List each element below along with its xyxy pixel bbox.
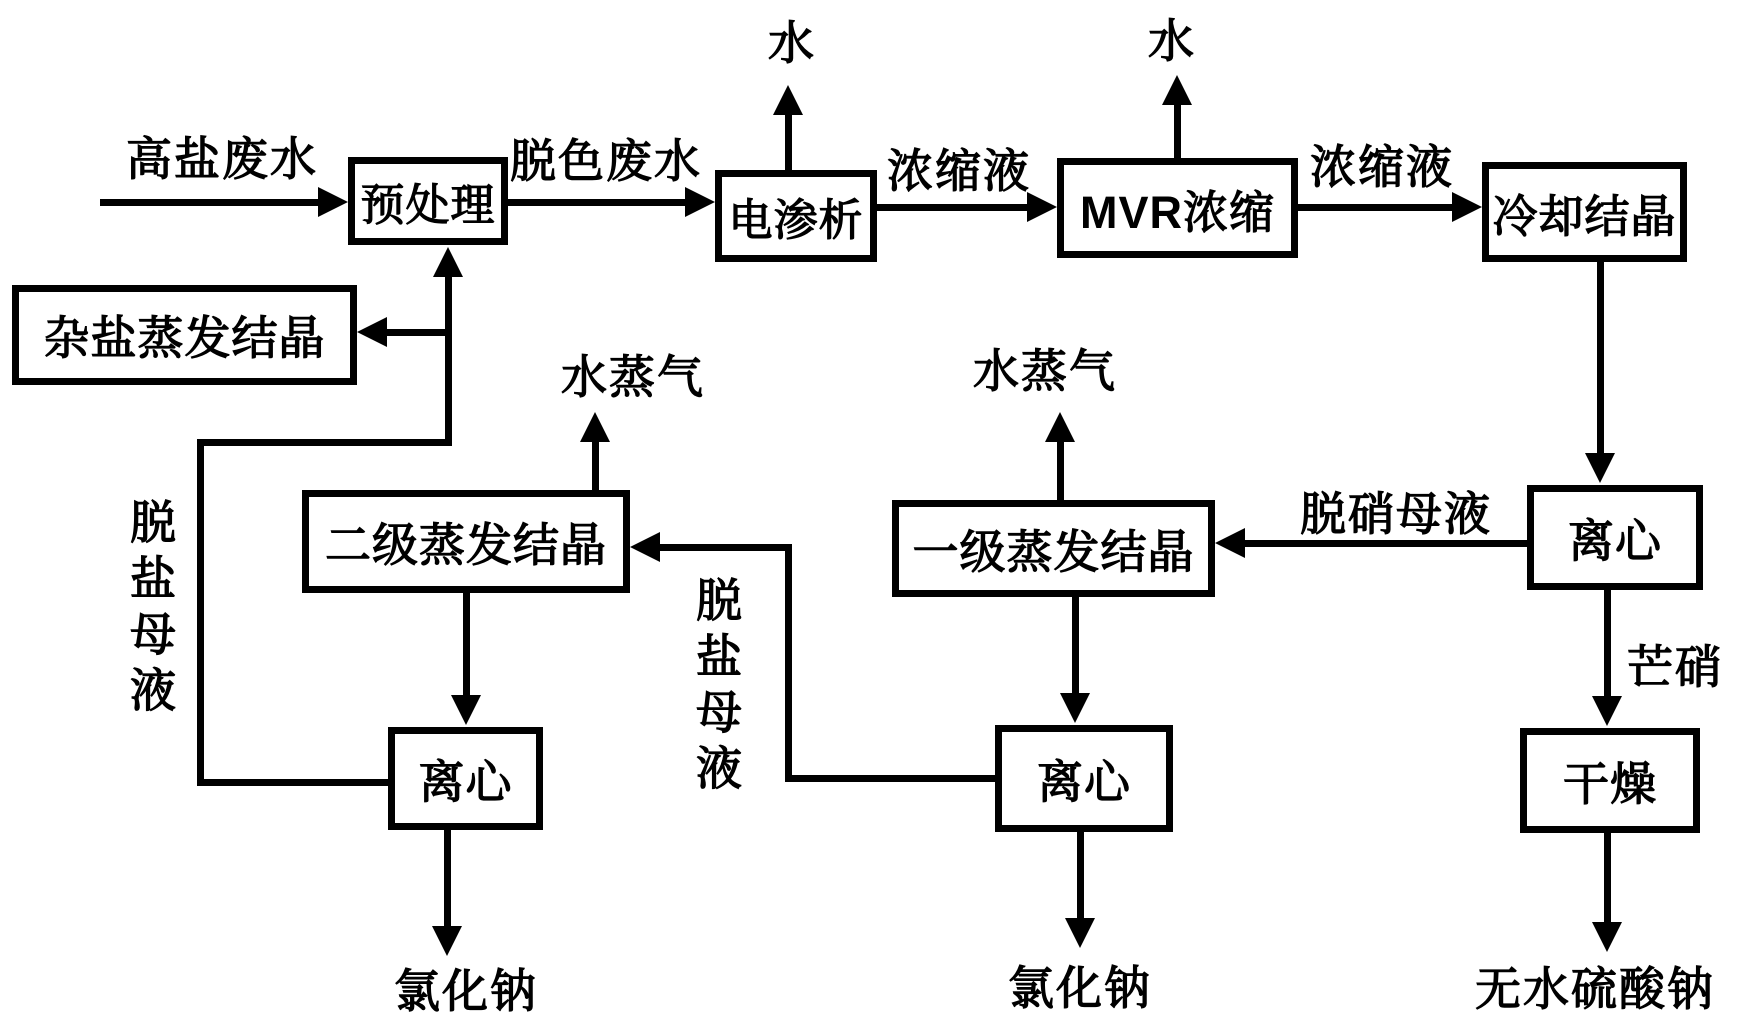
arrowhead-into-primary-evaporation	[1215, 528, 1245, 558]
flow-line-secondary-centrifuge	[463, 593, 470, 699]
loop-line-left-bottom	[197, 779, 388, 786]
node-centrifuge-right: 离心	[1527, 485, 1703, 590]
arrowhead-into-pretreatment	[318, 187, 348, 217]
arrowhead-sodium-chloride-middle	[1065, 918, 1095, 948]
label-sodium-chloride-middle: 氯化钠	[1008, 962, 1152, 1014]
arrowhead-water-electrodialysis	[773, 85, 803, 115]
label-feed-stream: 高盐废水	[126, 133, 318, 185]
arrowhead-into-mvr	[1027, 192, 1057, 222]
arrowhead-sodium-sulfate-output	[1592, 922, 1622, 952]
flow-line-feed	[100, 199, 318, 206]
arrowhead-into-centrifuge-right	[1585, 453, 1615, 483]
label-anhydrous-sodium-sulfate: 无水硫酸钠	[1475, 963, 1715, 1015]
arrowhead-into-cooling	[1452, 192, 1482, 222]
node-mvr-concentration: MVR浓缩	[1057, 158, 1298, 258]
node-centrifuge-left: 离心	[388, 727, 543, 830]
flow-line-mvr-water	[1174, 102, 1181, 158]
arrowhead-steam-left	[580, 412, 610, 442]
arrowhead-sodium-chloride-left	[432, 926, 462, 956]
node-primary-evaporation: 一级蒸发结晶	[892, 500, 1215, 597]
label-steam-right: 水蒸气	[973, 345, 1117, 397]
flow-line-mvr-cooling	[1298, 204, 1452, 211]
node-electrodialysis: 电渗析	[715, 170, 877, 262]
loop-line-left-vertical	[197, 439, 204, 786]
flow-line-pretreatment-electrodialysis	[508, 199, 685, 206]
label-water-mvr: 水	[1148, 15, 1196, 67]
label-concentrate-2: 浓缩液	[1310, 141, 1454, 193]
label-decolorized-wastewater: 脱色废水	[510, 135, 702, 187]
flow-line-electrodialysis-water	[785, 112, 792, 170]
branch-line-to-mixed-salt	[387, 329, 448, 336]
node-pretreatment: 预处理	[348, 157, 508, 245]
label-sodium-chloride-left: 氯化钠	[394, 965, 538, 1017]
label-steam-left: 水蒸气	[561, 351, 705, 403]
node-drying: 干燥	[1520, 728, 1700, 833]
flow-line-centrifuge-mid-output	[1077, 832, 1084, 922]
node-secondary-evaporation: 二级蒸发结晶	[302, 490, 630, 593]
arrowhead-water-mvr	[1162, 75, 1192, 105]
label-water-electrodialysis: 水	[768, 17, 816, 69]
label-desalted-mother-liquor-left: 脱盐母液	[124, 498, 176, 722]
node-centrifuge-middle: 离心	[995, 725, 1173, 832]
arrowhead-steam-right	[1045, 412, 1075, 442]
label-mirabilite: 芒硝	[1627, 641, 1723, 693]
arrowhead-into-drying	[1592, 696, 1622, 726]
arrowhead-into-centrifuge-middle	[1060, 693, 1090, 723]
flow-line-primary-centrifuge	[1072, 597, 1079, 697]
arrowhead-into-pretreatment-bottom	[433, 247, 463, 277]
label-desalted-mother-liquor-middle: 脱盐母液	[690, 576, 742, 800]
flow-line-cooling-centrifuge	[1597, 262, 1604, 457]
loop-line-mid-bottom	[785, 775, 995, 782]
node-cooling-crystallization: 冷却结晶	[1482, 162, 1687, 262]
arrowhead-into-secondary-evaporation	[630, 532, 660, 562]
arrowhead-into-electrodialysis	[685, 187, 715, 217]
flow-line-centrifuge-left-output	[444, 830, 451, 930]
label-concentrate-1: 浓缩液	[887, 145, 1031, 197]
arrowhead-into-mixed-salt	[357, 317, 387, 347]
arrowhead-into-centrifuge-left	[451, 695, 481, 725]
flow-line-centrifuge-drying	[1604, 590, 1611, 700]
label-denitration-mother-liquor: 脱硝母液	[1300, 488, 1492, 540]
flow-line-primary-steam	[1057, 440, 1064, 500]
loop-line-to-pretreatment	[445, 275, 452, 446]
flow-line-drying-output	[1604, 833, 1611, 926]
flow-line-electrodialysis-mvr	[877, 204, 1027, 211]
loop-line-mid-vertical	[785, 544, 792, 782]
flow-line-denitration-liquor	[1245, 540, 1527, 547]
loop-line-mid-top	[660, 544, 785, 551]
node-mixed-salt-evaporation: 杂盐蒸发结晶	[12, 285, 357, 385]
flow-line-secondary-steam	[592, 440, 599, 490]
loop-line-left-top	[197, 439, 448, 446]
